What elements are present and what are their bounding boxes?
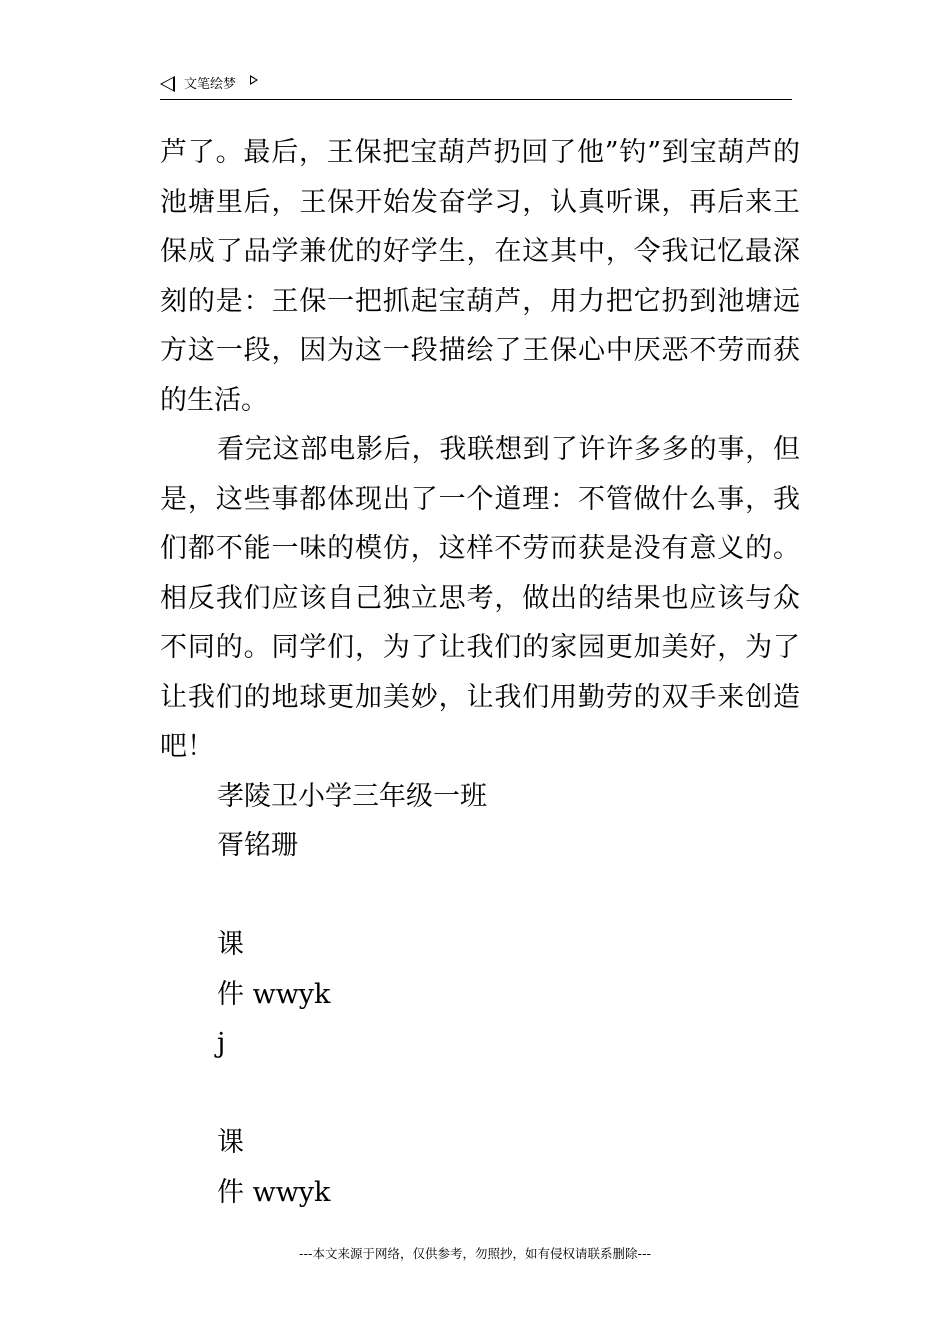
fragment-line-5: 件 wwyk — [217, 1176, 331, 1208]
author-name: 胥铭珊 — [217, 830, 298, 861]
document-body — [160, 128, 800, 1217]
fragment-line-1: 课 — [217, 929, 244, 960]
triangle-left-icon — [160, 76, 175, 92]
page-header — [160, 72, 792, 100]
header-title: 文笔绘梦 — [184, 77, 237, 92]
paragraph-2: 看完这部电影后，我联想到了许许多多的事，但是，这些事都体现出了一个道理：不管做什么事，我们都不能一味的模仿，这样不劳而获是没有意义的。相反我们应该自己独立思考，做出的结果也应该与众不同的。同学们，为了让我们的家园更加美好，为了让我们的地球更加美妙，让我们用勤劳的双手来创造吧！ — [160, 434, 800, 762]
triangle-right-icon — [250, 75, 258, 85]
footer-disclaimer: ---本文来源于网络，仅供参考，勿照抄，如有侵权请联系删除--- — [298, 1246, 652, 1261]
fragment-line-2: 件 wwyk — [217, 978, 331, 1010]
blank-line — [160, 871, 800, 921]
paragraph-1: 芦了。最后，王保把宝葫芦扔回了他”钓”到宝葫芦的池塘里后，王保开始发奋学习，认真听课，再后来王保成了品学兼优的好学生，在这其中，令我记忆最深刻的是：王保一把抓起宝葫芦，用力把它扔到池塘远方这一段，因为这一段描绘了王保心中厌恶不劳而获的生活。 — [160, 137, 800, 416]
school-line: 孝陵卫小学三年级一班 — [217, 780, 487, 812]
fragment-line-3: j — [217, 1028, 226, 1059]
fragment-line-4: 课 — [217, 1127, 244, 1158]
blank-line — [160, 1069, 800, 1119]
